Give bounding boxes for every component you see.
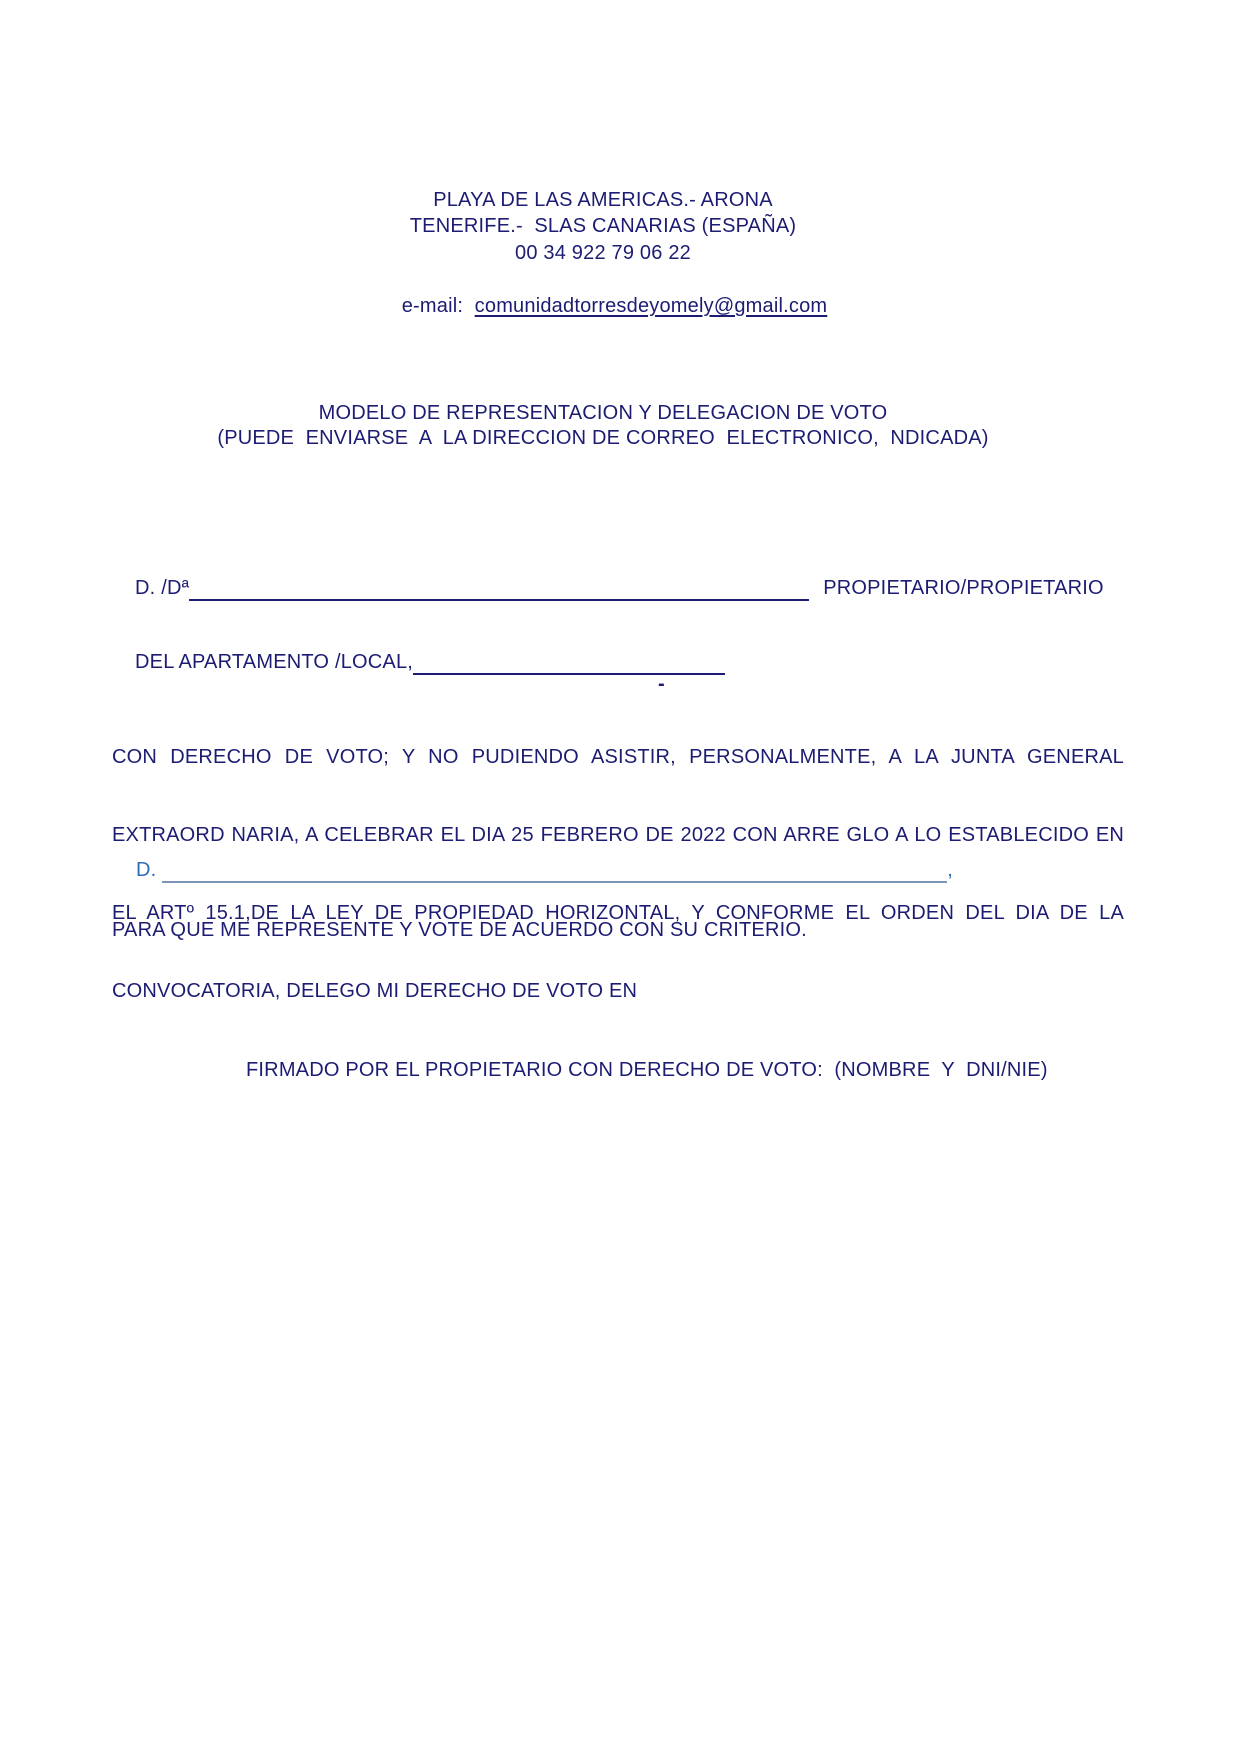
apartment-line — [112, 623, 912, 701]
apartment-label: DEL APARTAMENTO /LOCAL, — [135, 651, 414, 673]
delegate-line — [113, 831, 1173, 909]
owner-line — [112, 549, 1172, 627]
document-title-line1: MODELO DE REPRESENTACION Y DELEGACION DE VOTO — [318, 402, 888, 424]
body-line: EL ARTº 15.1,DE LA LEY DE PROPIEDAD HORIZONTAL, Y CONFORME EL ORDEN DEL DIA DE LA — [112, 902, 1124, 924]
owner-name-blank — [189, 578, 809, 601]
email-link[interactable]: comunidadtorresdeyomely@gmail.com — [474, 295, 828, 317]
body-line: CONVOCATORIA, DELEGO MI DERECHO DE VOTO EN — [112, 980, 638, 1002]
delegate-name-blank — [162, 860, 947, 883]
owner-prefix: D. /Dª — [135, 577, 190, 599]
delegate-comma: , — [947, 859, 953, 881]
apartment-number-blank — [413, 652, 725, 675]
instruction-line: PARA QUE ME REPRESENTE Y VOTE DE ACUERDO CON SU CRITERIO. — [112, 919, 807, 941]
delegate-prefix: D. — [136, 859, 163, 881]
owner-suffix: PROPIETARIO/PROPIETARIO — [823, 577, 1104, 599]
header-phone: 00 34 922 79 06 22 — [515, 242, 691, 264]
header-location-line2: TENERIFE.- SLAS CANARIAS (ESPAÑA) — [409, 215, 797, 237]
header-location-line1: PLAYA DE LAS AMERICAS.- ARONA — [433, 189, 773, 211]
body-line: CON DERECHO DE VOTO; Y NO PUDIENDO ASISTIR, PERSONALMENTE, A LA JUNTA GENERAL — [112, 746, 1124, 768]
email-label: e-mail: — [401, 295, 475, 317]
signature-line: FIRMADO POR EL PROPIETARIO CON DERECHO DE VOTO: (NOMBRE Y DNI/NIE) — [246, 1059, 1048, 1081]
body-line: EXTRAORD NARIA, A CELEBRAR EL DIA 25 FEBRERO DE 2022 CON ARRE GLO A LO ESTABLECIDO EN — [112, 824, 1124, 846]
document-title-line2: (PUEDE ENVIARSE A LA DIRECCION DE CORREO ELECTRONICO, NDICADA) — [217, 427, 989, 449]
header-email-row — [83, 267, 1123, 345]
stray-dash: - — [658, 673, 665, 695]
